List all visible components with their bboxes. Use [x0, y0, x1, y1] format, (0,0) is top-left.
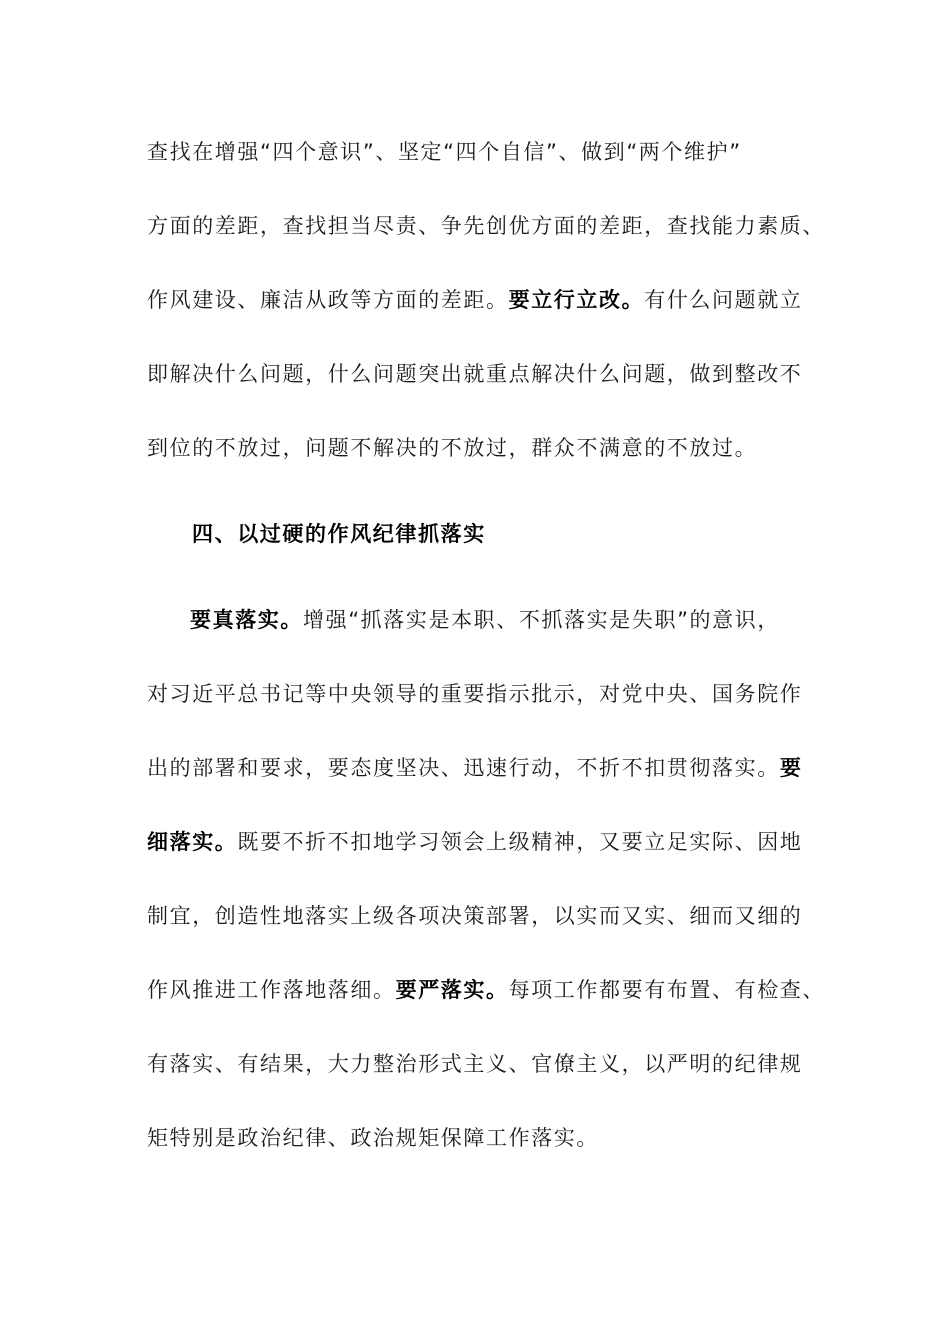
text-segment: 查找在增强“四个意识”、坚定“四个自信”、做到“两个维护” [147, 140, 742, 164]
text-segment: 既要不折不扣地学习领会上级精神，又要立足实际、因地 [237, 830, 803, 854]
bold-lead-phrase: 要 [779, 756, 803, 780]
text-segment: 每项工作都要有布置、有检查、 [508, 978, 826, 1002]
section-heading-text: 四、以过硬的作风纪律抓落实 [192, 522, 486, 546]
text-segment: 出的部署和要求，要态度坚决、迅速行动，不折不扣贯彻落实。 [147, 756, 780, 780]
text-segment: 矩特别是政治纪律、政治规矩保障工作落实。 [147, 1126, 599, 1150]
body-text-line [147, 677, 827, 711]
body-text-line [147, 1121, 827, 1155]
text-segment: 方面的差距，查找担当尽责、争先创优方面的差距，查找能力素质、 [147, 214, 825, 238]
body-text-line [147, 899, 827, 933]
bold-lead-phrase: 要立行立改。 [508, 288, 645, 312]
bold-lead-phrase: 要严落实。 [395, 978, 509, 1002]
text-segment: 作风推进工作落地落细。 [147, 978, 396, 1002]
text-segment: 有落实、有结果，大力整治形式主义、官僚主义，以严明的纪律规 [147, 1052, 803, 1076]
bold-lead-phrase: 细落实。 [147, 830, 238, 854]
body-text-line [147, 1047, 827, 1081]
body-text-line [147, 825, 827, 859]
bold-lead-phrase: 要真落实。 [190, 608, 303, 632]
text-segment: 增强“抓落实是本职、不抓落实是失职”的意识， [303, 608, 780, 632]
body-text-line [147, 283, 827, 317]
body-text-line [147, 751, 827, 785]
text-segment: 作风建设、廉洁从政等方面的差距。 [147, 288, 509, 312]
text-segment: 对习近平总书记等中央领导的重要指示批示，对党中央、国务院作 [147, 682, 803, 706]
body-text-line [190, 603, 870, 637]
text-segment: 有什么问题就立 [644, 288, 803, 312]
text-segment: 到位的不放过，问题不解决的不放过，群众不满意的不放过。 [147, 436, 758, 460]
body-text-line [147, 973, 827, 1007]
section-heading [192, 517, 872, 551]
body-text-line [147, 209, 827, 243]
body-text-line [147, 431, 827, 465]
text-segment: 制宜，创造性地落实上级各项决策部署，以实而又实、细而又细的 [147, 904, 803, 928]
text-segment: 即解决什么问题，什么问题突出就重点解决什么问题，做到整改不 [147, 362, 803, 386]
body-text-line [147, 135, 827, 169]
body-text-line [147, 357, 827, 391]
